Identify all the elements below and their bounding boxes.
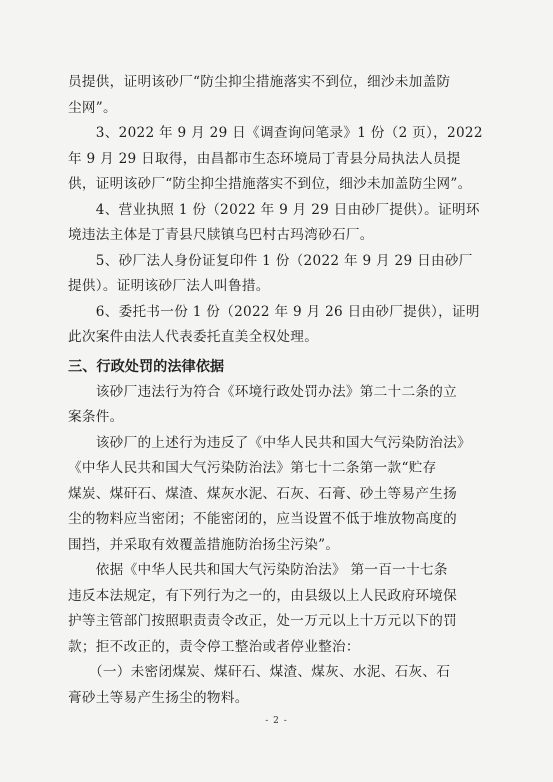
paragraph	[68, 121, 491, 198]
text-line: 尘的物料应当密闭；不能密闭的，应当设置不低于堆放物高度的	[68, 511, 458, 527]
text-line: 6、委托书一份 1 份（2022 年 9 月 26 日由砂厂提供），证明	[68, 303, 480, 320]
section-heading: 三、行政处罚的法律依据	[68, 358, 225, 375]
text-line: 依据《中华人民共和国大气污染防治法》 第一百一十七条	[68, 562, 448, 578]
paragraph	[68, 70, 491, 121]
text-line: 《中华人民共和国大气污染防治法》第七十二条第一款“贮存	[68, 460, 437, 476]
paragraph	[68, 249, 491, 300]
text-line: 案条件。	[68, 409, 124, 425]
paragraph	[68, 380, 491, 431]
text-line: 5、砂厂法人身份证复印件 1 份（2022 年 9 月 29 日由砂厂	[68, 252, 473, 269]
text-line: 3、2022 年 9 月 29 日《调查询问笔录》1 份（2 页），2022	[68, 125, 483, 141]
text-line: 护等主管部门按照职责责令改正，处一万元以上十万元以下的罚	[68, 613, 458, 629]
text-line: 违反本法规定，有下列行为之一的，由县级以上人民政府环境保	[68, 587, 458, 604]
text-line: 年 9 月 29 日取得，由昌都市生态环境局丁青县分局执法人员提	[68, 150, 461, 167]
text-line: 煤炭、煤矸石、煤渣、煤灰水泥、石灰、石膏、砂土等易产生扬	[68, 485, 458, 502]
paragraph	[68, 300, 491, 351]
text-line: 员提供，证明该砂厂“防尘抑尘措施落实不到位，细沙未加盖防	[68, 74, 451, 90]
text-line: 膏砂土等易产生扬尘的物料。	[68, 689, 249, 706]
legal-basis-section	[68, 380, 491, 712]
paragraph	[68, 431, 491, 559]
text-line: 提供）。证明该砂厂法人叫鲁措。	[68, 278, 270, 294]
paragraph	[68, 558, 491, 660]
text-line: 围挡，并采取有效覆盖措施防治扬尘污染”。	[68, 536, 340, 553]
text-line: 4、营业执照 1 份（2022 年 9 月 29 日由砂厂提供）。证明环	[68, 201, 480, 218]
text-line: 该砂厂的上述行为违反了《中华人民共和国大气污染防治法》	[68, 434, 471, 451]
paragraph	[68, 198, 491, 249]
evidence-section	[68, 70, 491, 351]
page-number: - 2 -	[265, 716, 288, 726]
text-line: （一）未密闭煤炭、煤矸石、煤渣、煤灰、水泥、石灰、石	[68, 664, 451, 680]
text-line: 此次案件由法人代表委托直美全权处理。	[68, 329, 319, 345]
paragraph	[68, 660, 491, 711]
text-line: 供，证明该砂厂“防尘抑尘措施落实不到位，细沙未加盖防尘网”。	[68, 176, 472, 192]
text-line: 该砂厂违法行为符合《环境行政处罚办法》第二十二条的立	[68, 383, 458, 400]
text-line: 款；拒不改正的，责令停工整治或者停业整治：	[68, 638, 360, 655]
text-line: 尘网”。	[68, 99, 117, 116]
text-line: 境违法主体是丁青县尺牍镇乌巴村古玛湾砂石厂。	[68, 227, 374, 243]
